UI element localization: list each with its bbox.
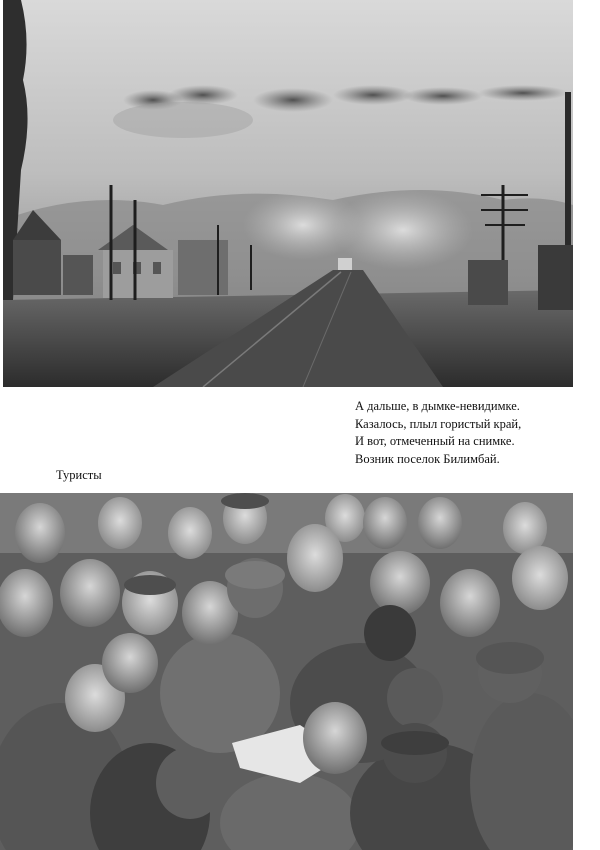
poem-line: Казалось, плыл гористый край, — [355, 416, 522, 431]
poem — [355, 398, 521, 468]
street-photo-drawing — [3, 0, 573, 387]
photo-caption: Туристы — [56, 468, 102, 482]
poem-line: А дальше, в дымке-невидимке. — [355, 399, 520, 413]
poem-line: И вот, отмеченный на снимке. — [355, 434, 515, 448]
bus — [338, 258, 352, 270]
poem-line: Возник поселок Билимбай. — [355, 451, 500, 466]
tourists-photo — [0, 493, 573, 850]
street-photo — [3, 0, 573, 387]
tourists-photo-drawing — [0, 493, 573, 850]
